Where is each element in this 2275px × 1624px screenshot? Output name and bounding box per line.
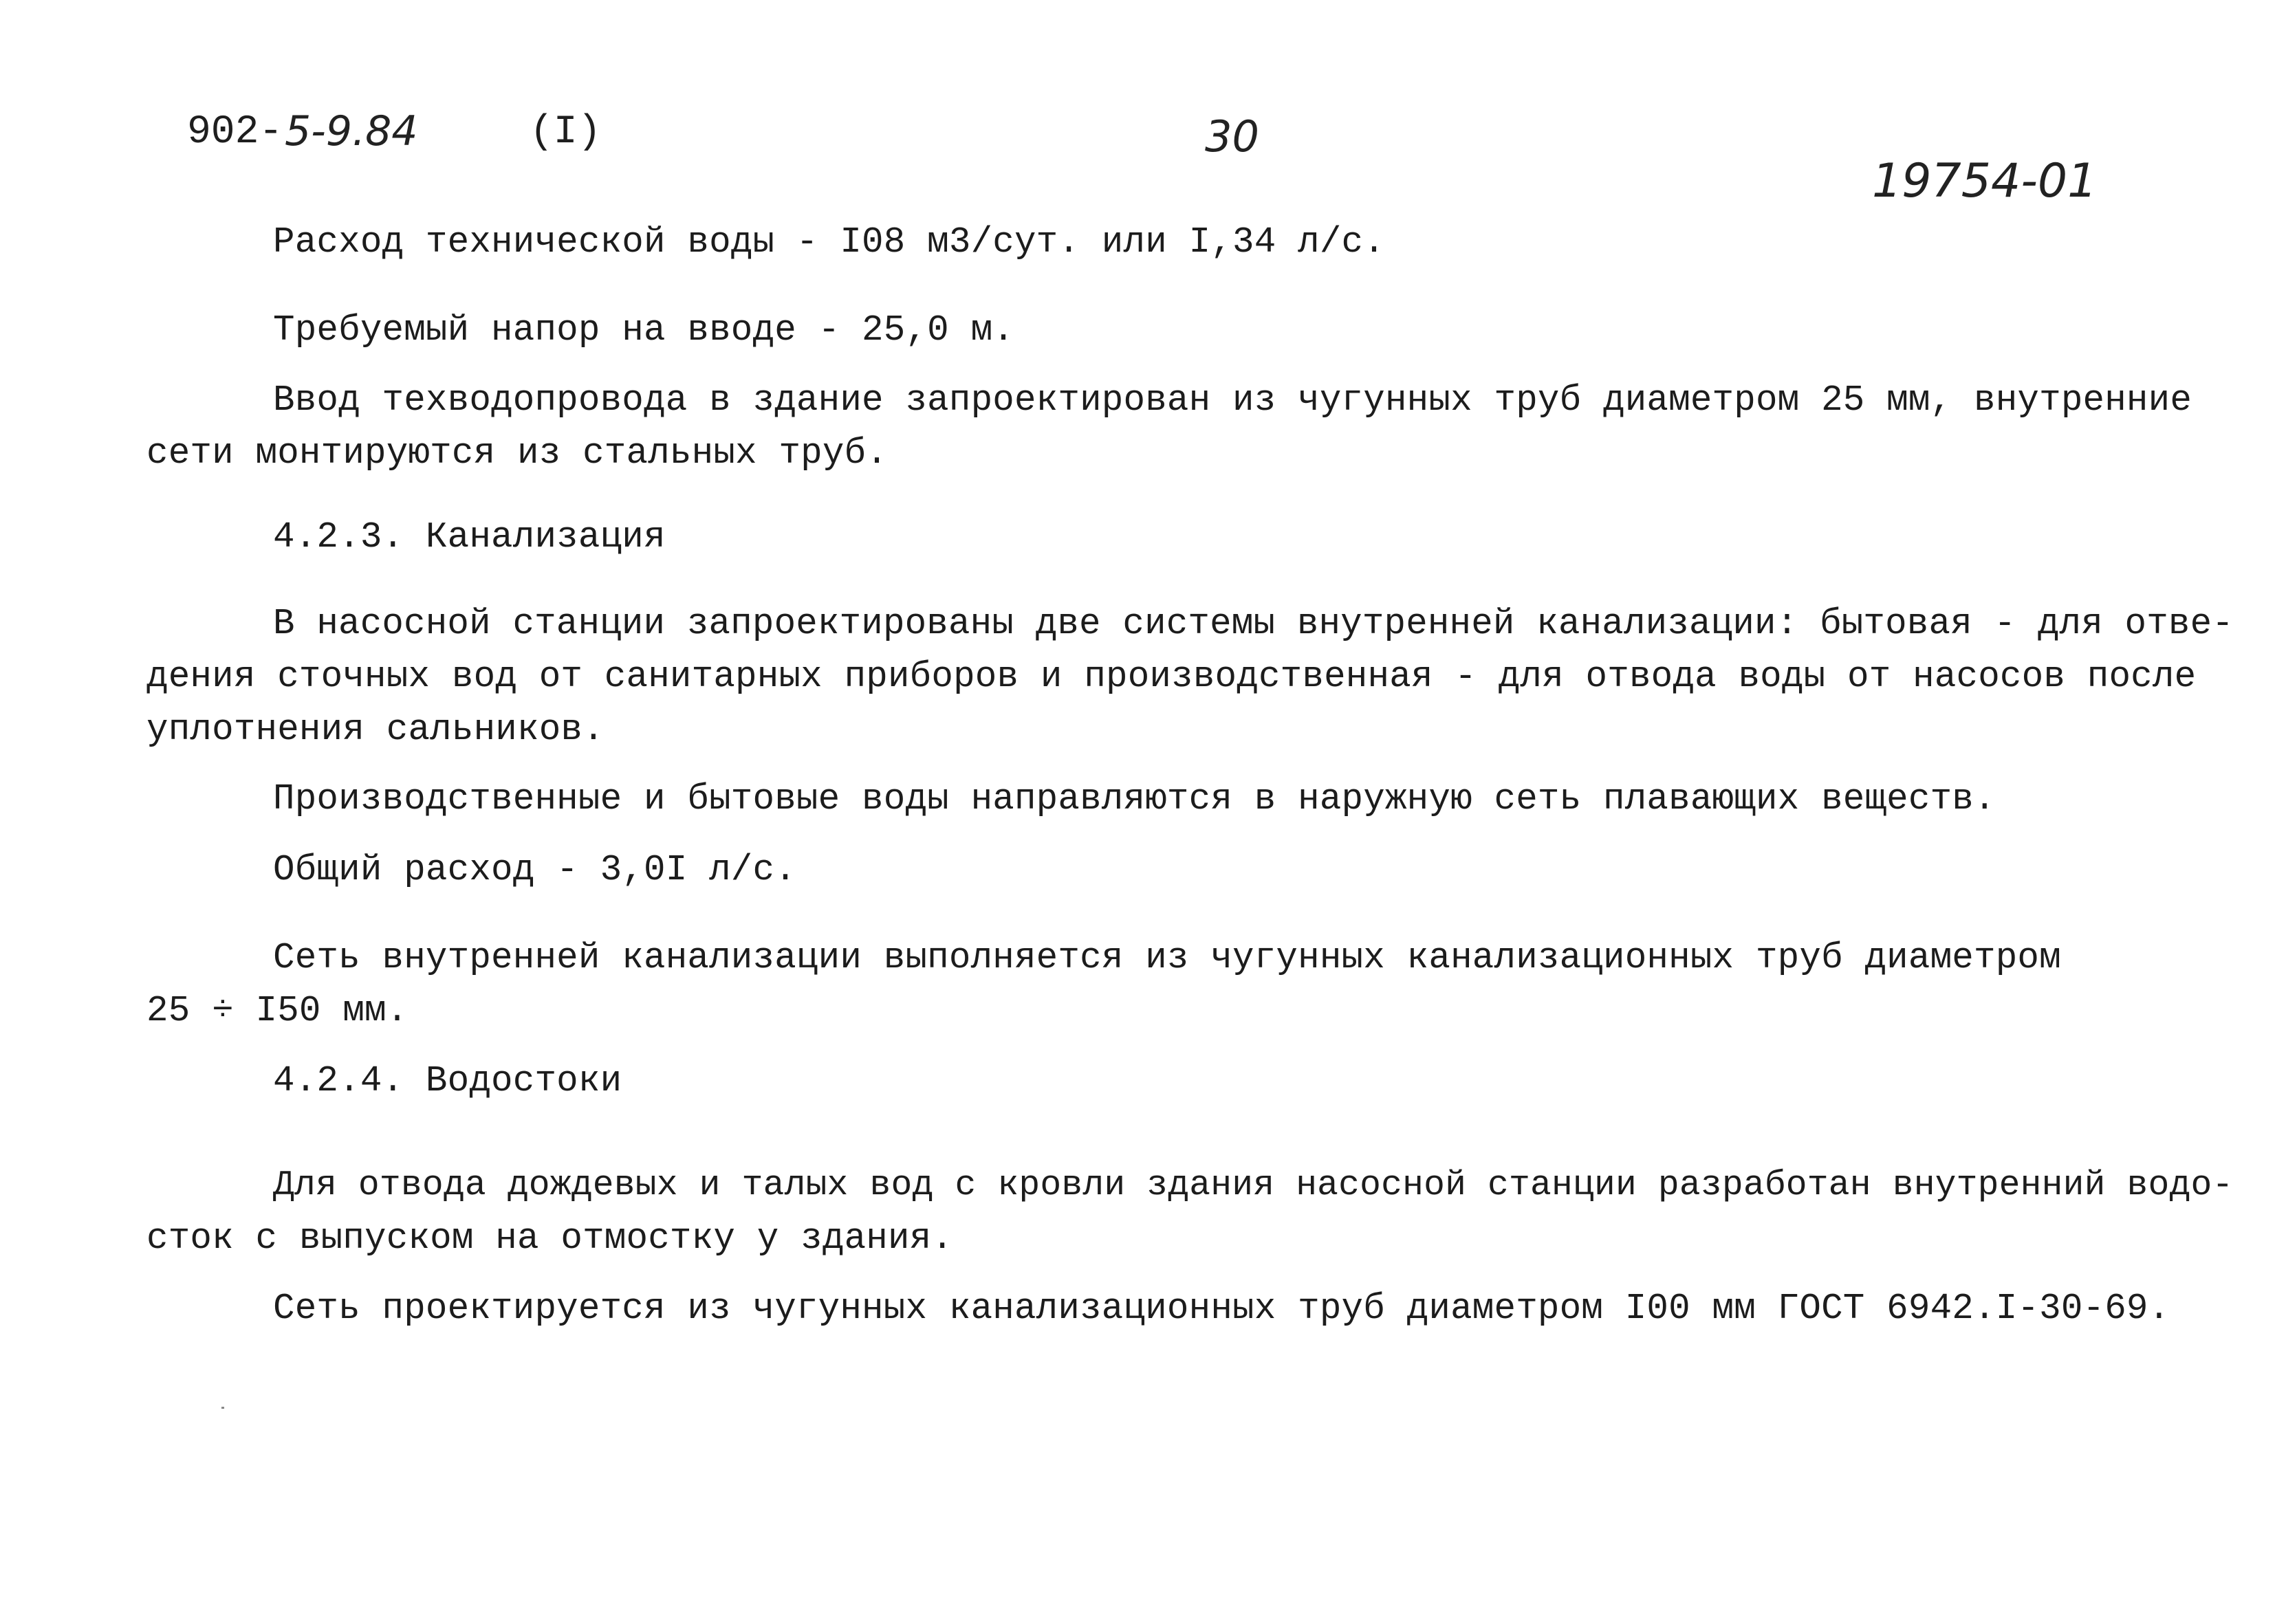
scan-speck: [221, 1407, 224, 1409]
water-consumption-line: Расход технической воды - I08 м3/сут. или I,34 л/с.: [273, 221, 1385, 263]
paragraph-line: Ввод техводопровода в здание запроектирован из чугунных труб диаметром 25 мм, внутренние: [273, 380, 2192, 421]
paragraph-line: Сеть проектируется из чугунных канализационных труб диаметром I00 мм ГОСТ 6942.I-30-69.: [273, 1288, 2170, 1329]
doc-code-prefix: 902-: [187, 110, 283, 155]
paragraph-line: В насосной станции запроектированы две системы внутренней канализации: бытовая - для отве-: [273, 603, 2234, 644]
page-number: 30: [1205, 111, 1259, 162]
paragraph-line: дения сточных вод от санитарных приборов и производственная - для отвода воды от насосов после: [146, 656, 2197, 697]
paragraph-line: Для отвода дождевых и талых вод с кровли здания насосной станции разработан внутренний водо-: [273, 1165, 2234, 1205]
required-head-line: Требуемый напор на вводе - 25,0 м.: [273, 309, 1014, 351]
paragraph-line: сети монтируются из стальных труб.: [146, 432, 888, 474]
total-flow-line: Общий расход - 3,0I л/с.: [273, 849, 796, 890]
section-heading-drains: 4.2.4. Водостоки: [273, 1060, 622, 1101]
doc-code-handwritten: 5-9.84: [285, 107, 418, 155]
paragraph-line: уплотнения сальников.: [146, 709, 605, 750]
paragraph-line: Производственные и бытовые воды направляются в наружную сеть плавающих веществ.: [273, 778, 1996, 820]
doc-part: (I): [530, 110, 602, 155]
paragraph-line: Сеть внутренней канализации выполняется из чугунных канализационных труб диаметром: [273, 937, 2061, 978]
section-heading-sewerage: 4.2.3. Канализация: [273, 516, 666, 558]
paragraph-line: 25 ÷ I50 мм.: [146, 990, 409, 1031]
inventory-number: 19754-01: [1872, 154, 2098, 208]
paragraph-line: сток с выпуском на отмостку у здания.: [146, 1218, 954, 1259]
